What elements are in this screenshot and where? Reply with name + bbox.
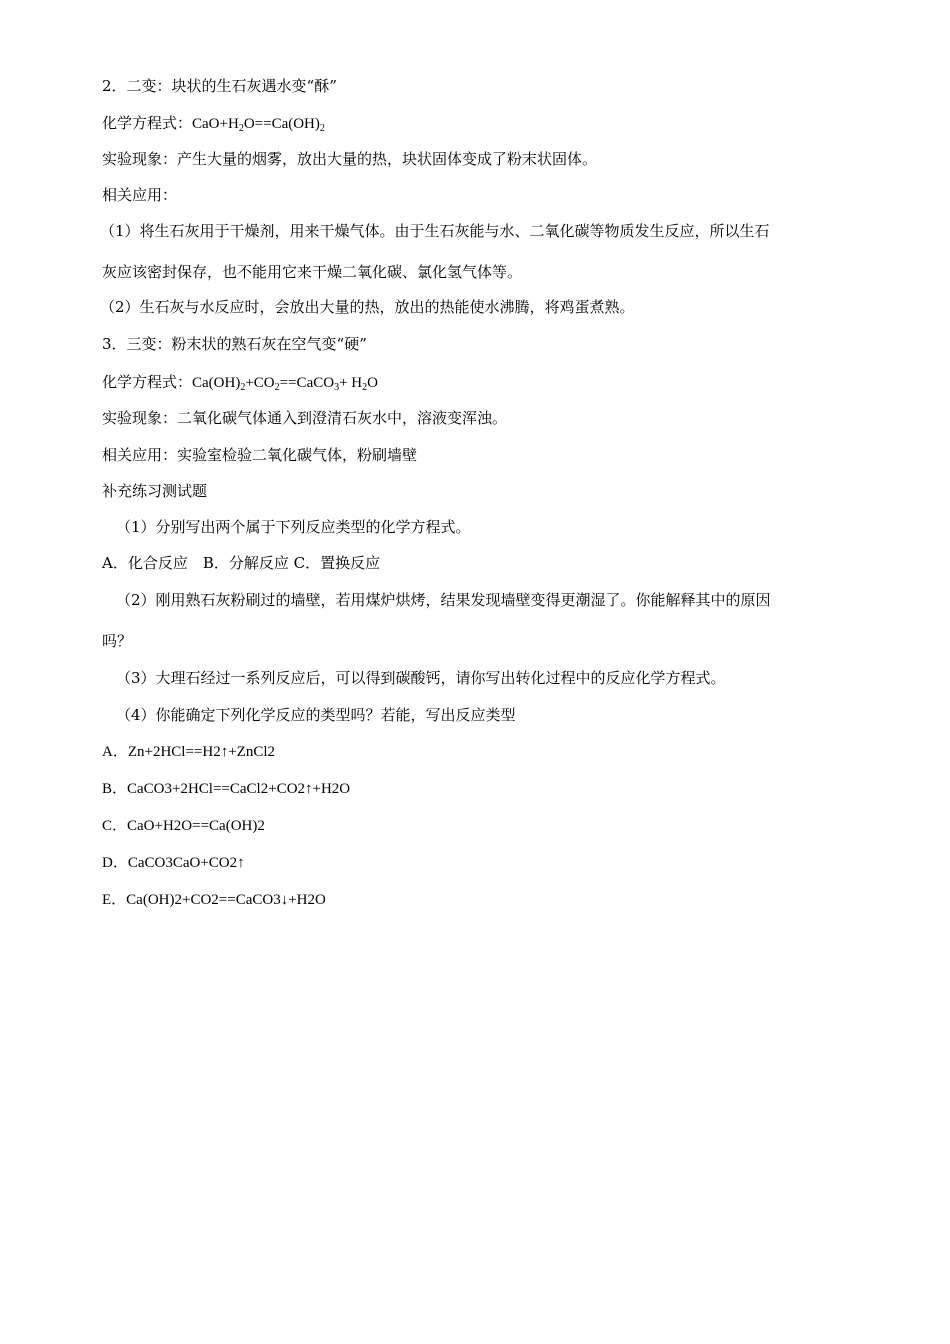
exercise-2-line-1: （2）刚用熟石灰粉刷过的墙壁，若用煤炉烘烤，结果发现墙壁变得更潮湿了。你能解释其中的原因 [116,591,771,609]
equation-part: O==Ca(OH) [243,116,320,132]
section-3-equation [102,372,862,393]
section-2-title: 2．二变：块状的生石灰遇水变“酥” [102,77,337,95]
equation-part: Ca(OH) [192,375,241,391]
section-2-equation [102,113,862,134]
equation-subscript: 2 [274,382,280,393]
exercise-4-option-c: C．CaO+H2O==Ca(OH)2 [102,818,265,834]
exercise-4-option-a: A．Zn+2HCl==H2↑+ZnCl2 [102,744,276,760]
equation-label: 化学方程式： [102,114,193,132]
equation-part: +CO [245,375,275,391]
section-2-application-label: 相关应用： [102,186,178,204]
section-2-application-1-line-2: 灰应该密封保存，也不能用它来干燥二氧化碳、氯化氢气体等。 [102,263,523,281]
exercise-4-option-e: E．Ca(OH)2+CO2==CaCO3↓+H2O [102,892,326,908]
section-3-application: 相关应用：实验室检验二氧化碳气体，粉刷墙壁 [102,446,418,464]
equation-subscript: 2 [319,123,325,134]
exercise-2-line-2: 吗？ [102,632,133,650]
equation-subscript: 2 [362,382,368,393]
section-3-phenomenon: 实验现象：二氧化碳气体通入到澄清石灰水中，溶液变浑浊。 [102,409,508,427]
section-2-phenomenon: 实验现象：产生大量的烟雾，放出大量的热，块状固体变成了粉末状固体。 [102,150,598,168]
exercise-3: （3）大理石经过一系列反应后，可以得到碳酸钙，请你写出转化过程中的反应化学方程式。 [116,669,726,687]
equation-label: 化学方程式： [102,373,193,391]
exercise-1-options: A．化合反应 B．分解反应 C．置换反应 [102,554,381,572]
section-3-title: 3．三变：粉末状的熟石灰在空气变“硬” [102,335,367,353]
section-2-application-1-line-1: （1）将生石灰用于干燥剂，用来干燥气体。由于生石灰能与水、二氧化碳等物质发生反应，所以生石 [100,222,770,240]
equation-part: ==CaCO [279,375,335,391]
equation-part: O [367,375,378,391]
exercise-4-option-b: B．CaCO3+2HCl==CaCl2+CO2↑+H2O [102,781,351,797]
equation-subscript: 3 [334,382,340,393]
section-2-application-2: （2）生石灰与水反应时，会放出大量的热，放出的热能使水沸腾，将鸡蛋煮熟。 [100,298,635,316]
equation-part: CaO+H [192,116,239,132]
equation-part: + H [339,375,363,391]
exercise-1: （1）分别写出两个属于下列反应类型的化学方程式。 [116,518,471,536]
exercise-4-option-d: D．CaCO3CaO+CO2↑ [102,855,245,871]
equation-subscript: 2 [238,123,244,134]
exercise-4: （4）你能确定下列化学反应的类型吗？若能，写出反应类型 [116,706,516,724]
equation-subscript: 2 [240,382,246,393]
exercises-title: 补充练习测试题 [102,482,208,500]
